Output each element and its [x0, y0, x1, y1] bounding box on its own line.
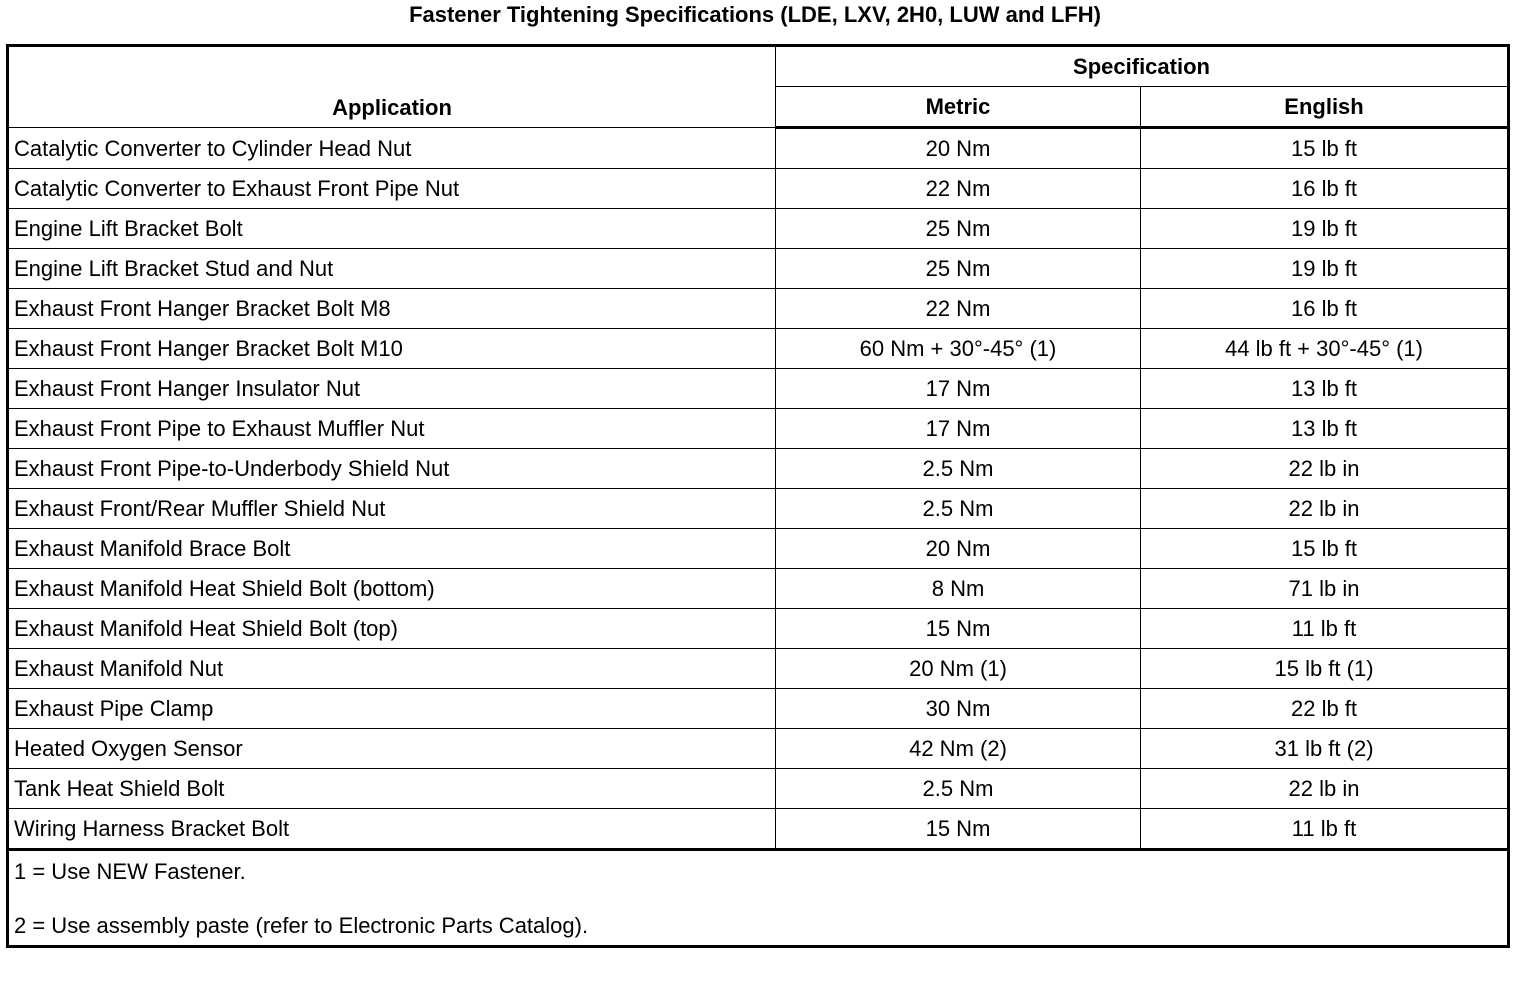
application-cell: Wiring Harness Bracket Bolt — [8, 809, 776, 850]
table-row — [8, 569, 1509, 609]
english-cell: 22 lb ft — [1141, 689, 1509, 729]
application-cell: Exhaust Front Pipe to Exhaust Muffler Nut — [8, 409, 776, 449]
notes-row — [8, 850, 1509, 947]
english-cell: 11 lb ft — [1141, 809, 1509, 850]
metric-cell: 25 Nm — [776, 249, 1141, 289]
english-cell: 15 lb ft — [1141, 529, 1509, 569]
table-row — [8, 128, 1509, 169]
metric-cell: 8 Nm — [776, 569, 1141, 609]
table-row — [8, 609, 1509, 649]
english-cell: 11 lb ft — [1141, 609, 1509, 649]
table-row — [8, 729, 1509, 769]
table-row — [8, 209, 1509, 249]
english-cell: 19 lb ft — [1141, 209, 1509, 249]
table-row — [8, 249, 1509, 289]
metric-cell: 20 Nm (1) — [776, 649, 1141, 689]
application-cell: Catalytic Converter to Exhaust Front Pipe Nut — [8, 169, 776, 209]
note-1: 1 = Use NEW Fastener. — [14, 859, 246, 884]
application-cell: Exhaust Manifold Nut — [8, 649, 776, 689]
metric-cell: 2.5 Nm — [776, 449, 1141, 489]
table-row — [8, 409, 1509, 449]
application-cell: Exhaust Pipe Clamp — [8, 689, 776, 729]
metric-cell: 2.5 Nm — [776, 489, 1141, 529]
notes-cell — [8, 850, 1509, 947]
english-cell: 22 lb in — [1141, 489, 1509, 529]
application-cell: Exhaust Manifold Heat Shield Bolt (bottom) — [8, 569, 776, 609]
application-cell: Engine Lift Bracket Stud and Nut — [8, 249, 776, 289]
table-row — [8, 649, 1509, 689]
english-cell: 13 lb ft — [1141, 369, 1509, 409]
metric-cell: 15 Nm — [776, 809, 1141, 850]
english-cell: 16 lb ft — [1141, 289, 1509, 329]
english-cell: 31 lb ft (2) — [1141, 729, 1509, 769]
table-row — [8, 489, 1509, 529]
metric-cell: 30 Nm — [776, 689, 1141, 729]
table-row — [8, 809, 1509, 850]
application-cell: Exhaust Front/Rear Muffler Shield Nut — [8, 489, 776, 529]
english-cell: 16 lb ft — [1141, 169, 1509, 209]
column-header-english: English — [1141, 87, 1509, 128]
english-cell: 71 lb in — [1141, 569, 1509, 609]
table-row — [8, 169, 1509, 209]
metric-cell: 17 Nm — [776, 409, 1141, 449]
application-cell: Exhaust Manifold Brace Bolt — [8, 529, 776, 569]
application-cell: Exhaust Front Hanger Insulator Nut — [8, 369, 776, 409]
header-row-top — [8, 46, 1509, 87]
metric-cell: 42 Nm (2) — [776, 729, 1141, 769]
metric-cell: 20 Nm — [776, 128, 1141, 169]
table-row — [8, 449, 1509, 489]
application-cell: Engine Lift Bracket Bolt — [8, 209, 776, 249]
english-cell: 19 lb ft — [1141, 249, 1509, 289]
column-header-metric: Metric — [776, 87, 1141, 128]
metric-cell: 15 Nm — [776, 609, 1141, 649]
english-cell: 15 lb ft — [1141, 128, 1509, 169]
application-cell: Exhaust Front Pipe-to-Underbody Shield Nut — [8, 449, 776, 489]
application-cell: Exhaust Front Hanger Bracket Bolt M8 — [8, 289, 776, 329]
metric-cell: 22 Nm — [776, 289, 1141, 329]
table-row — [8, 769, 1509, 809]
english-cell: 22 lb in — [1141, 769, 1509, 809]
application-cell: Heated Oxygen Sensor — [8, 729, 776, 769]
metric-cell: 22 Nm — [776, 169, 1141, 209]
metric-cell: 20 Nm — [776, 529, 1141, 569]
note-2: 2 = Use assembly paste (refer to Electronic Parts Catalog). — [14, 913, 589, 938]
table-row — [8, 329, 1509, 369]
application-cell: Tank Heat Shield Bolt — [8, 769, 776, 809]
application-cell: Exhaust Front Hanger Bracket Bolt M10 — [8, 329, 776, 369]
column-header-specification: Specification — [776, 46, 1509, 87]
english-cell: 44 lb ft + 30°-45° (1) — [1141, 329, 1509, 369]
application-cell: Exhaust Manifold Heat Shield Bolt (top) — [8, 609, 776, 649]
metric-cell: 60 Nm + 30°-45° (1) — [776, 329, 1141, 369]
column-header-application: Application — [8, 46, 776, 128]
application-cell: Catalytic Converter to Cylinder Head Nut — [8, 128, 776, 169]
table-row — [8, 289, 1509, 329]
metric-cell: 17 Nm — [776, 369, 1141, 409]
table-row — [8, 689, 1509, 729]
metric-cell: 2.5 Nm — [776, 769, 1141, 809]
english-cell: 15 lb ft (1) — [1141, 649, 1509, 689]
table-row — [8, 529, 1509, 569]
table-title: Fastener Tightening Specifications (LDE, LXV, 2H0, LUW and LFH) — [409, 2, 1101, 27]
table-row — [8, 369, 1509, 409]
english-cell: 13 lb ft — [1141, 409, 1509, 449]
fastener-spec-table — [6, 44, 1510, 948]
english-cell: 22 lb in — [1141, 449, 1509, 489]
metric-cell: 25 Nm — [776, 209, 1141, 249]
